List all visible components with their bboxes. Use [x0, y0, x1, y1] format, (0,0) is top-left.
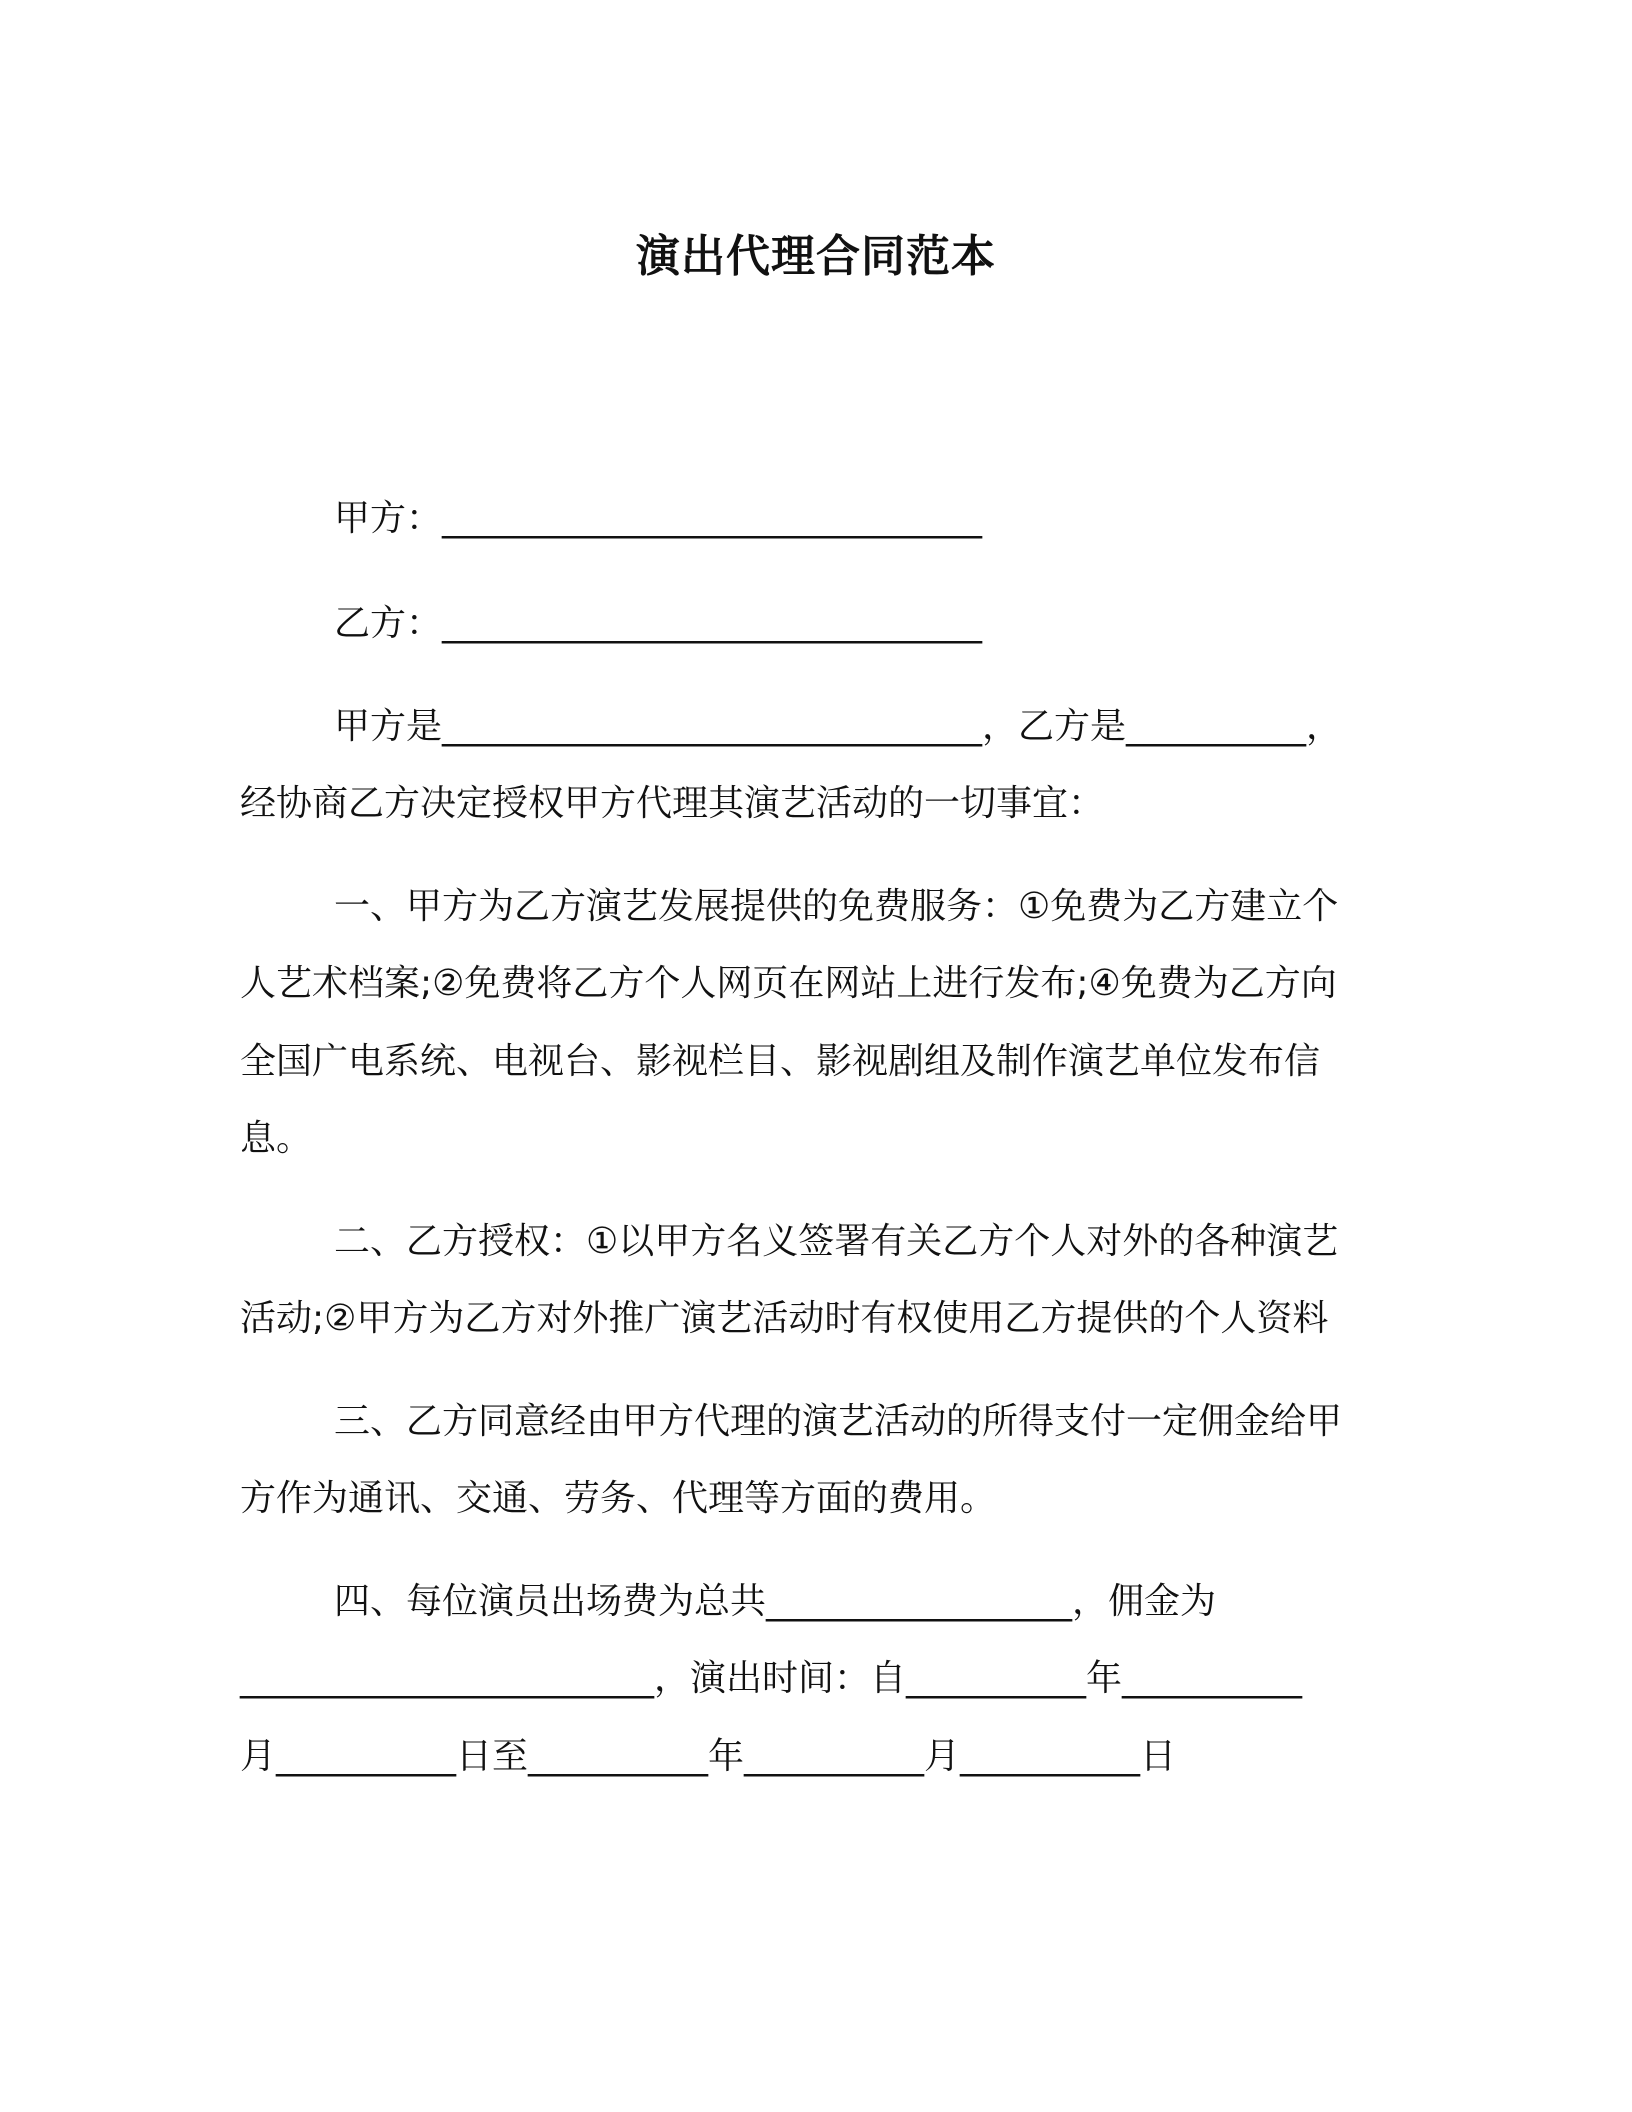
clause-4-line-1: 四、每位演员出场费为总共_________________，佣金为 [334, 1581, 1217, 1622]
clause-1-line-4: 息。 [240, 1118, 313, 1159]
document-title: 演出代理合同范本 [636, 231, 996, 282]
clause-3-line-2: 方作为通讯、交通、劳务、代理等方面的费用。 [240, 1478, 997, 1519]
clause-4-line-3: 月__________日至__________年__________月__________日 [240, 1736, 1176, 1777]
clause-4-line-2: _______________________，演出时间：自__________年__________ [240, 1658, 1303, 1699]
clause-3-line-1: 三、乙方同意经由甲方代理的演艺活动的所得支付一定佣金给甲 [334, 1401, 1343, 1442]
clause-2-line-2: 活动;②甲方为乙方对外推广演艺活动时有权使用乙方提供的个人资料 [240, 1298, 1329, 1339]
intro-line-1: 甲方是______________________________，乙方是__________， [334, 706, 1343, 747]
clause-1-line-3: 全国广电系统、电视台、影视栏目、影视剧组及制作演艺单位发布信 [240, 1041, 1321, 1082]
clause-2-line-1: 二、乙方授权：①以甲方名义签署有关乙方个人对外的各种演艺 [334, 1221, 1339, 1262]
party-a-line: 甲方：______________________________ [334, 498, 983, 539]
clause-1-line-2: 人艺术档案;②免费将乙方个人网页在网站上进行发布;④免费为乙方向 [240, 963, 1337, 1004]
clause-1-line-1: 一、甲方为乙方演艺发展提供的免费服务：①免费为乙方建立个 [334, 886, 1339, 927]
party-b-line: 乙方：______________________________ [334, 603, 983, 644]
intro-line-2: 经协商乙方决定授权甲方代理其演艺活动的一切事宜： [240, 783, 1105, 824]
